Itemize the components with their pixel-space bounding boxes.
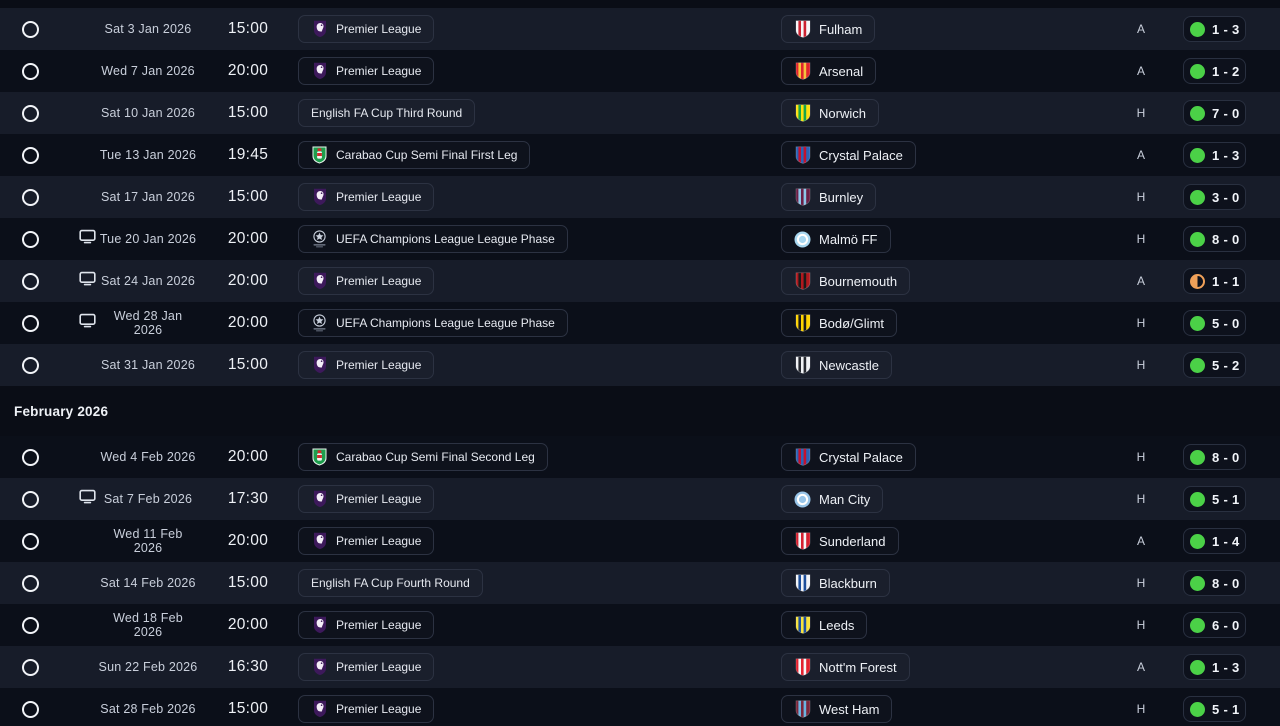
venue-home-away: A — [1136, 64, 1145, 78]
competition-cell — [298, 695, 781, 723]
fixture-status-cell — [0, 491, 77, 508]
opponent-cell — [781, 99, 1126, 127]
competition-icon — [311, 700, 328, 718]
opponent-pill[interactable] — [781, 569, 890, 597]
competition-label: Premier League — [336, 534, 422, 548]
fixture-row[interactable] — [0, 436, 1280, 478]
fixture-time: 20:00 — [227, 314, 269, 331]
result-badge[interactable] — [1183, 654, 1246, 680]
fixture-date: Wed 7 Jan 2026 — [101, 64, 195, 78]
competition-pill[interactable] — [298, 351, 434, 379]
result-score: 5 - 1 — [1212, 701, 1240, 717]
result-badge[interactable] — [1183, 352, 1246, 378]
opponent-cell — [781, 267, 1126, 295]
opponent-pill[interactable] — [781, 309, 897, 337]
venue-home-away: H — [1136, 316, 1146, 330]
fixture-status-cell — [0, 701, 77, 718]
competition-pill[interactable] — [298, 141, 530, 169]
opponent-name: Fulham — [819, 21, 863, 37]
competition-icon — [311, 230, 328, 249]
fixture-status-cell — [0, 449, 77, 466]
result-outcome-icon — [1190, 274, 1205, 289]
fixture-row[interactable] — [0, 520, 1280, 562]
fixture-row[interactable] — [0, 478, 1280, 520]
competition-pill[interactable] — [298, 57, 434, 85]
club-crest-icon — [794, 20, 811, 38]
opponent-cell — [781, 183, 1126, 211]
fixture-status-circle-icon[interactable] — [22, 105, 39, 122]
competition-pill[interactable] — [298, 267, 434, 295]
opponent-name: Blackburn — [819, 575, 877, 591]
result-badge[interactable] — [1183, 184, 1246, 210]
opponent-name: Malmö FF — [819, 231, 878, 247]
fixture-row[interactable] — [0, 8, 1280, 50]
fixture-time: 15:00 — [227, 20, 269, 37]
opponent-pill[interactable] — [781, 267, 910, 295]
fixture-status-circle-icon[interactable] — [22, 659, 39, 676]
fixture-status-circle-icon[interactable] — [22, 491, 39, 508]
fixture-date: Sat 10 Jan 2026 — [100, 106, 196, 120]
tv-icon — [79, 313, 96, 333]
fixture-row[interactable] — [0, 604, 1280, 646]
opponent-pill[interactable] — [781, 695, 892, 723]
fixture-row[interactable] — [0, 260, 1280, 302]
opponent-name: Sunderland — [819, 533, 886, 549]
club-crest-icon — [794, 188, 811, 206]
result-cell — [1156, 142, 1280, 168]
opponent-name: Norwich — [819, 105, 866, 121]
opponent-pill[interactable] — [781, 183, 876, 211]
month-header: February 2026 — [14, 403, 109, 419]
result-outcome-icon — [1190, 106, 1205, 121]
result-badge[interactable] — [1183, 528, 1246, 554]
opponent-cell — [781, 351, 1126, 379]
fixture-status-cell — [0, 273, 77, 290]
fixture-row[interactable] — [0, 562, 1280, 604]
result-score: 8 - 0 — [1212, 231, 1240, 247]
result-outcome-icon — [1190, 702, 1205, 717]
fixture-time: 15:00 — [227, 104, 269, 121]
competition-icon — [311, 146, 328, 164]
competition-icon — [311, 490, 328, 508]
result-score: 1 - 1 — [1212, 273, 1240, 289]
venue-home-away: H — [1136, 232, 1146, 246]
competition-cell — [298, 57, 781, 85]
club-crest-icon — [794, 616, 811, 634]
fixture-date: Sun 22 Feb 2026 — [98, 660, 198, 674]
club-crest-icon — [794, 491, 811, 508]
venue-home-away: A — [1136, 148, 1145, 162]
result-outcome-icon — [1190, 316, 1205, 331]
result-score: 8 - 0 — [1212, 575, 1240, 591]
fixture-status-circle-icon[interactable] — [22, 449, 39, 466]
opponent-name: Newcastle — [819, 357, 879, 373]
fixture-time: 15:00 — [227, 574, 269, 591]
result-badge[interactable] — [1183, 16, 1246, 42]
result-score: 1 - 3 — [1212, 147, 1240, 163]
competition-label: Premier League — [336, 492, 422, 506]
opponent-cell — [781, 485, 1126, 513]
opponent-name: Crystal Palace — [819, 449, 903, 465]
result-cell — [1156, 310, 1280, 336]
fixture-date: Wed 4 Feb 2026 — [100, 450, 196, 464]
competition-label: Premier League — [336, 64, 422, 78]
competition-pill[interactable] — [298, 611, 434, 639]
opponent-name: West Ham — [819, 701, 880, 717]
opponent-pill[interactable] — [781, 653, 910, 681]
opponent-name: Nott'm Forest — [819, 659, 897, 675]
tv-icon — [79, 271, 96, 291]
venue-home-away: A — [1136, 660, 1145, 674]
opponent-cell — [781, 611, 1126, 639]
competition-pill[interactable] — [298, 183, 434, 211]
result-badge[interactable] — [1183, 100, 1246, 126]
tv-icon — [79, 229, 96, 249]
venue-home-away: H — [1136, 576, 1146, 590]
competition-pill[interactable] — [298, 653, 434, 681]
fixture-status-cell — [0, 357, 77, 374]
fixture-status-cell — [0, 105, 77, 122]
result-outcome-icon — [1190, 358, 1205, 373]
opponent-cell — [781, 141, 1126, 169]
fixture-time: 16:30 — [227, 658, 269, 675]
competition-icon — [311, 356, 328, 374]
opponent-cell — [781, 57, 1126, 85]
fixture-date: Wed 28 Jan 2026 — [113, 309, 183, 337]
result-outcome-icon — [1190, 618, 1205, 633]
result-score: 3 - 0 — [1212, 189, 1240, 205]
fixture-date: Sat 7 Feb 2026 — [103, 492, 193, 506]
fixture-time: 15:00 — [227, 700, 269, 717]
result-cell — [1156, 696, 1280, 722]
result-badge[interactable] — [1183, 570, 1246, 596]
club-crest-icon — [794, 231, 811, 248]
fixture-row[interactable] — [0, 646, 1280, 688]
competition-cell — [298, 611, 781, 639]
fixture-status-circle-icon[interactable] — [22, 575, 39, 592]
result-cell — [1156, 528, 1280, 554]
competition-pill[interactable] — [298, 309, 568, 337]
result-badge[interactable] — [1183, 58, 1246, 84]
fixture-sections — [0, 8, 1280, 726]
competition-pill[interactable] — [298, 99, 475, 127]
opponent-pill[interactable] — [781, 15, 875, 43]
competition-label: UEFA Champions League League Phase — [336, 232, 555, 246]
club-crest-icon — [794, 146, 811, 164]
competition-label: UEFA Champions League League Phase — [336, 316, 555, 330]
fixture-date: Sat 17 Jan 2026 — [100, 190, 196, 204]
fixture-time: 20:00 — [227, 532, 269, 549]
result-score: 5 - 0 — [1212, 315, 1240, 331]
opponent-pill[interactable] — [781, 611, 867, 639]
result-cell — [1156, 16, 1280, 42]
result-score: 5 - 1 — [1212, 491, 1240, 507]
competition-label: English FA Cup Third Round — [311, 106, 463, 120]
fixture-date: Sat 31 Jan 2026 — [100, 358, 196, 372]
fixture-status-cell — [0, 231, 77, 248]
opponent-name: Arsenal — [819, 63, 864, 79]
competition-label: Premier League — [336, 190, 422, 204]
competition-label: English FA Cup Fourth Round — [311, 576, 470, 590]
fixture-date: Tue 20 Jan 2026 — [99, 232, 197, 246]
opponent-pill[interactable] — [781, 57, 876, 85]
club-crest-icon — [794, 314, 811, 332]
club-crest-icon — [794, 532, 811, 550]
fixture-status-circle-icon[interactable] — [22, 533, 39, 550]
result-score: 1 - 4 — [1212, 533, 1240, 549]
fixture-date: Tue 13 Jan 2026 — [99, 148, 197, 162]
result-cell — [1156, 486, 1280, 512]
fixture-row[interactable] — [0, 302, 1280, 344]
fixture-time: 20:00 — [227, 616, 269, 633]
opponent-name: Bodø/Glimt — [819, 315, 885, 331]
opponent-cell — [781, 527, 1126, 555]
fixture-status-circle-icon[interactable] — [22, 63, 39, 80]
result-badge[interactable] — [1183, 444, 1246, 470]
fixture-time: 15:00 — [227, 356, 269, 373]
opponent-pill[interactable] — [781, 485, 883, 513]
competition-cell — [298, 443, 781, 471]
opponent-cell — [781, 653, 1126, 681]
venue-home-away: H — [1136, 618, 1146, 632]
result-outcome-icon — [1190, 190, 1205, 205]
fixture-status-circle-icon[interactable] — [22, 357, 39, 374]
competition-cell — [298, 15, 781, 43]
competition-icon — [311, 188, 328, 206]
result-badge[interactable] — [1183, 268, 1246, 294]
competition-label: Carabao Cup Semi Final Second Leg — [336, 450, 535, 464]
competition-icon — [311, 616, 328, 634]
competition-cell — [298, 99, 781, 127]
result-badge[interactable] — [1183, 142, 1246, 168]
result-outcome-icon — [1190, 660, 1205, 675]
fixture-status-cell — [0, 63, 77, 80]
opponent-name: Burnley — [819, 189, 864, 205]
competition-label: Carabao Cup Semi Final First Leg — [336, 148, 518, 162]
club-crest-icon — [794, 700, 811, 718]
competition-cell — [298, 485, 781, 513]
venue-home-away: A — [1136, 22, 1145, 36]
opponent-cell — [781, 309, 1126, 337]
result-score: 1 - 3 — [1212, 21, 1240, 37]
competition-label: Premier League — [336, 660, 422, 674]
competition-pill[interactable] — [298, 15, 434, 43]
result-score: 1 - 3 — [1212, 659, 1240, 675]
opponent-name: Crystal Palace — [819, 147, 903, 163]
venue-home-away: H — [1136, 106, 1146, 120]
competition-cell — [298, 141, 781, 169]
opponent-pill[interactable] — [781, 443, 916, 471]
result-badge[interactable] — [1183, 486, 1246, 512]
opponent-pill[interactable] — [781, 99, 879, 127]
result-cell — [1156, 184, 1280, 210]
fixture-row[interactable] — [0, 134, 1280, 176]
competition-cell — [298, 653, 781, 681]
club-crest-icon — [794, 104, 811, 122]
result-cell — [1156, 570, 1280, 596]
club-crest-icon — [794, 62, 811, 80]
competition-label: Premier League — [336, 358, 422, 372]
competition-label: Premier League — [336, 274, 422, 288]
fixture-date: Wed 18 Feb 2026 — [113, 611, 183, 639]
fixture-time: 20:00 — [227, 272, 269, 289]
fixture-row[interactable] — [0, 218, 1280, 260]
fixture-date: Sat 24 Jan 2026 — [100, 274, 196, 288]
fixture-status-circle-icon[interactable] — [22, 231, 39, 248]
venue-home-away: H — [1136, 492, 1146, 506]
fixture-status-circle-icon[interactable] — [22, 701, 39, 718]
competition-label: Premier League — [336, 22, 422, 36]
competition-pill[interactable] — [298, 443, 548, 471]
fixture-status-circle-icon[interactable] — [22, 273, 39, 290]
result-badge[interactable] — [1183, 310, 1246, 336]
opponent-cell — [781, 443, 1126, 471]
result-score: 8 - 0 — [1212, 449, 1240, 465]
result-score: 1 - 2 — [1212, 63, 1240, 79]
competition-icon — [311, 658, 328, 676]
fixture-status-cell — [0, 617, 77, 634]
competition-pill[interactable] — [298, 695, 434, 723]
venue-home-away: H — [1136, 450, 1146, 464]
fixture-status-cell — [0, 575, 77, 592]
competition-label: Premier League — [336, 618, 422, 632]
top-spacer — [0, 0, 1280, 8]
result-cell — [1156, 100, 1280, 126]
opponent-name: Leeds — [819, 617, 855, 633]
tv-broadcast-cell — [77, 489, 98, 509]
club-crest-icon — [794, 574, 811, 592]
opponent-cell — [781, 695, 1126, 723]
opponent-pill[interactable] — [781, 527, 899, 555]
result-cell — [1156, 352, 1280, 378]
fixture-time: 20:00 — [227, 448, 269, 465]
tv-broadcast-cell — [77, 229, 98, 249]
fixture-time: 15:00 — [227, 188, 269, 205]
result-outcome-icon — [1190, 576, 1205, 591]
opponent-pill[interactable] — [781, 141, 916, 169]
fixture-time: 17:30 — [227, 490, 269, 507]
tv-icon — [79, 489, 96, 509]
club-crest-icon — [794, 658, 811, 676]
result-cell — [1156, 268, 1280, 294]
result-cell — [1156, 612, 1280, 638]
venue-home-away: A — [1136, 534, 1145, 548]
opponent-pill[interactable] — [781, 225, 891, 253]
result-outcome-icon — [1190, 232, 1205, 247]
result-cell — [1156, 58, 1280, 84]
result-outcome-icon — [1190, 450, 1205, 465]
fixture-time: 20:00 — [227, 230, 269, 247]
opponent-name: Man City — [819, 491, 871, 507]
result-score: 6 - 0 — [1212, 617, 1240, 633]
competition-pill[interactable] — [298, 485, 434, 513]
opponent-cell — [781, 569, 1126, 597]
competition-icon — [311, 20, 328, 38]
fixture-status-circle-icon[interactable] — [22, 315, 39, 332]
fixture-row[interactable] — [0, 92, 1280, 134]
opponent-cell — [781, 15, 1126, 43]
result-outcome-icon — [1190, 148, 1205, 163]
competition-cell — [298, 225, 781, 253]
competition-cell — [298, 267, 781, 295]
competition-label: Premier League — [336, 702, 422, 716]
fixture-date: Sat 3 Jan 2026 — [104, 22, 192, 36]
result-badge[interactable] — [1183, 612, 1246, 638]
result-cell — [1156, 226, 1280, 252]
club-crest-icon — [794, 272, 811, 290]
result-cell — [1156, 444, 1280, 470]
fixture-status-circle-icon[interactable] — [22, 189, 39, 206]
competition-cell — [298, 569, 781, 597]
fixture-status-circle-icon[interactable] — [22, 617, 39, 634]
fixture-date: Sat 14 Feb 2026 — [100, 576, 196, 590]
venue-home-away: H — [1136, 358, 1146, 372]
competition-icon — [311, 532, 328, 550]
competition-icon — [311, 448, 328, 466]
competition-cell — [298, 351, 781, 379]
tv-broadcast-cell — [77, 313, 98, 333]
competition-icon — [311, 62, 328, 80]
opponent-cell — [781, 225, 1126, 253]
fixture-row[interactable] — [0, 344, 1280, 386]
competition-icon — [311, 314, 328, 333]
fixture-status-circle-icon[interactable] — [22, 21, 39, 38]
competition-pill[interactable] — [298, 527, 434, 555]
result-outcome-icon — [1190, 534, 1205, 549]
competition-pill[interactable] — [298, 225, 568, 253]
opponent-name: Bournemouth — [819, 273, 898, 289]
result-outcome-icon — [1190, 64, 1205, 79]
fixture-status-cell — [0, 315, 77, 332]
competition-cell — [298, 527, 781, 555]
fixture-status-circle-icon[interactable] — [22, 147, 39, 164]
fixture-status-cell — [0, 21, 77, 38]
club-crest-icon — [794, 448, 811, 466]
result-cell — [1156, 654, 1280, 680]
fixture-status-cell — [0, 147, 77, 164]
venue-home-away: A — [1136, 274, 1145, 288]
opponent-pill[interactable] — [781, 351, 892, 379]
tv-broadcast-cell — [77, 271, 98, 291]
fixture-row[interactable] — [0, 50, 1280, 92]
fixture-status-cell — [0, 659, 77, 676]
fixture-row[interactable] — [0, 688, 1280, 726]
fixture-time: 19:45 — [227, 146, 269, 163]
fixture-date: Wed 11 Feb 2026 — [113, 527, 183, 555]
result-outcome-icon — [1190, 22, 1205, 37]
fixture-date: Sat 28 Feb 2026 — [100, 702, 196, 716]
venue-home-away: H — [1136, 702, 1146, 716]
fixture-time: 20:00 — [227, 62, 269, 79]
competition-icon — [311, 272, 328, 290]
club-crest-icon — [794, 356, 811, 374]
result-badge[interactable] — [1183, 226, 1246, 252]
competition-cell — [298, 309, 781, 337]
result-score: 5 - 2 — [1212, 357, 1240, 373]
result-badge[interactable] — [1183, 696, 1246, 722]
venue-home-away: H — [1136, 190, 1146, 204]
result-score: 7 - 0 — [1212, 105, 1240, 121]
fixture-status-cell — [0, 189, 77, 206]
result-outcome-icon — [1190, 492, 1205, 507]
competition-pill[interactable] — [298, 569, 483, 597]
fixture-row[interactable] — [0, 176, 1280, 218]
competition-cell — [298, 183, 781, 211]
fixture-status-cell — [0, 533, 77, 550]
